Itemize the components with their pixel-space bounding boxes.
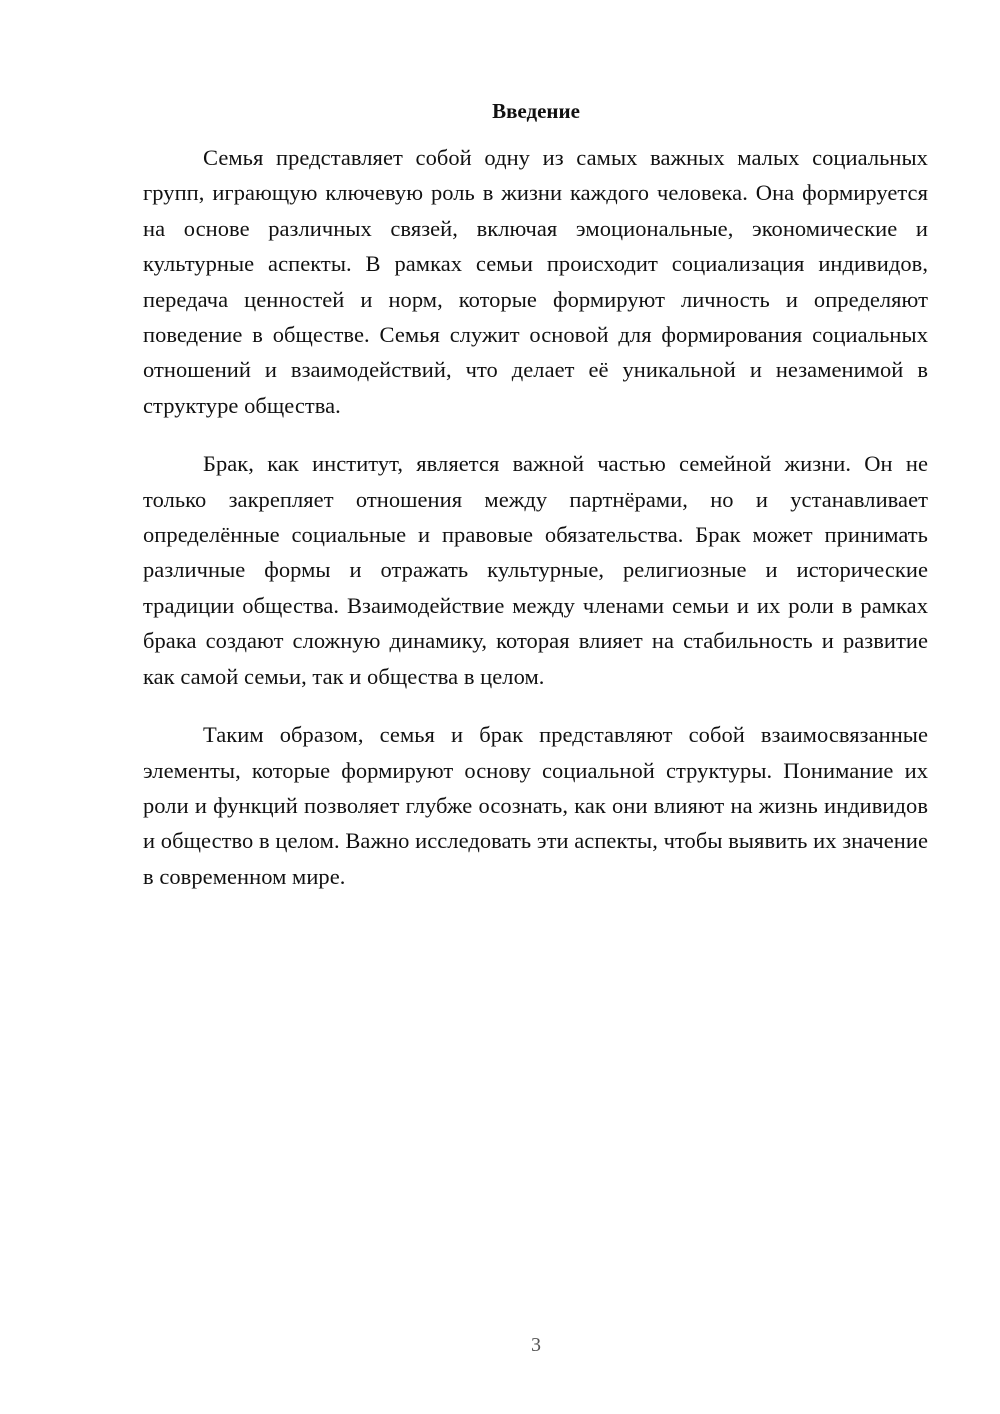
page-content <box>143 94 928 917</box>
paragraph-2: Брак, как институт, является важной частью семейной жизни. Он не только закрепляет отношения между партнёрами, но и устанавливает определённые социальные и правовые обязательства. Брак может принимать различные формы и отражать культурные, религиозные и исторические традиции общества. Взаимодействие между членами семьи и их роли в рамках брака создают сложную динамику, которая влияет на стабильность и развитие как самой семьи, так и общества в целом. <box>143 451 928 689</box>
page-number: 3 <box>531 1334 541 1356</box>
paragraph-1: Семья представляет собой одну из самых важных малых социальных групп, играющую ключевую роль в жизни каждого человека. Она формируется на основе различных связей, включая эмоциональные, экономические и культурные аспекты. В рамках семьи происходит социализация индивидов, передача ценностей и норм, которые формируют личность и определяют поведение в обществе. Семья служит основой для формирования социальных отношений и взаимодействий, что делает её уникальной и незаменимой в структуре общества. <box>143 145 928 418</box>
paragraph-3: Таким образом, семья и брак представляют собой взаимосвязанные элементы, которые формируют основу социальной структуры. Понимание их роли и функций позволяет глубже осознать, как они влияют на жизнь индивидов и общество в целом. Важно исследовать эти аспекты, чтобы выявить их значение в современном мире. <box>143 722 928 889</box>
section-heading: Введение <box>492 99 580 123</box>
